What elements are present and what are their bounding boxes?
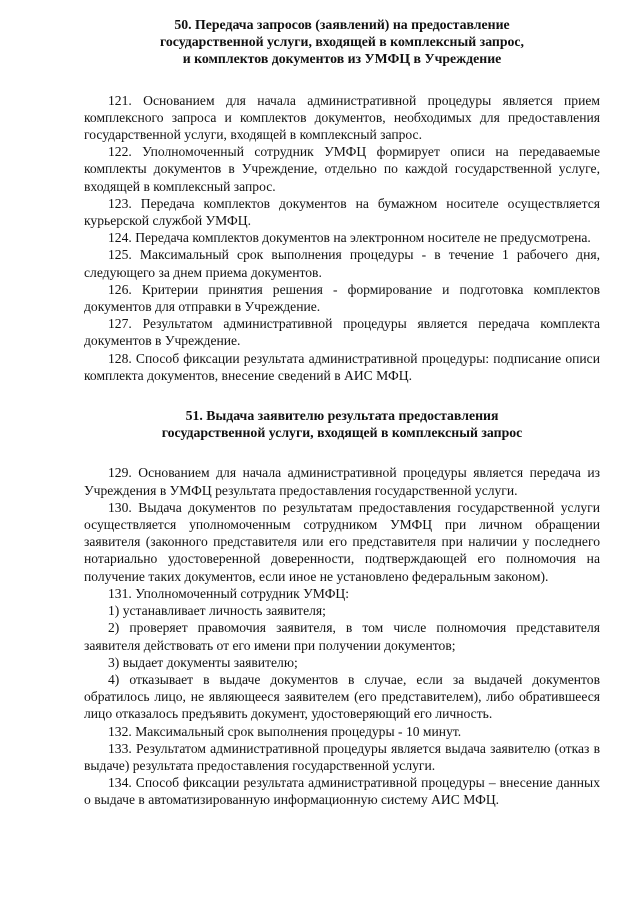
paragraph-131: 131. Уполномоченный сотрудник УМФЦ: (108, 585, 350, 601)
paragraph-128: 128. Способ фиксации результата административной процедуры: подписание описи комплекта документов, внесение сведений в АИС МФЦ. (84, 350, 600, 383)
heading-line: государственной услуги, входящей в комплексный запрос (161, 425, 523, 441)
heading-line: и комплектов документов из УМФЦ в Учреждение (182, 51, 502, 67)
paragraph-133: 133. Результатом административной процедуры является выдача заявителю (отказ в выдаче) результата предоставления государственной услуги. (84, 740, 600, 773)
heading-line: государственной услуги, входящей в комплексный запрос, (159, 34, 525, 50)
paragraph-125: 125. Максимальный срок выполнения процедуры - в течение 1 рабочего дня, следующего за днем приема документов. (84, 247, 600, 280)
paragraph-134: 134. Способ фиксации результата административной процедуры – внесение данных о выдаче в автоматизированную информационную систему АИС МФЦ. (84, 775, 600, 808)
paragraph-126: 126. Критерии принятия решения - формирование и подготовка комплектов документов для отправки в Учреждение. (84, 281, 600, 315)
paragraph-130: 130. Выдача документов по результатам предоставления государственной услуги осуществляется уполномоченным сотрудником УМФЦ при личном обращении заявителя (законного представителя или его представителя при наличии у последнего нотариально удостоверенной доверенности, подтверждающей его полномочия на получение таких документов, если иное не установлено федеральным законом). (84, 499, 600, 584)
section-51-body (84, 464, 600, 808)
list-item-3: 3) выдает документы заявителю; (108, 654, 298, 670)
paragraph-121: 121. Основанием для начала административной процедуры является прием комплексного запроса и комплектов документов, необходимых для предоставления государственной услуги, входящей в комплексный запрос. (84, 92, 600, 143)
heading-line: 51. Выдача заявителю результата предоставления (185, 408, 499, 424)
list-item-1: 1) устанавливает личность заявителя; (108, 603, 326, 619)
paragraph-122: 122. Уполномоченный сотрудник УМФЦ формирует описи на передаваемые комплекты документов в Учреждение, отдельно по каждой государственной услуге, входящей в комплексный запрос. (84, 144, 600, 194)
paragraph-124: 124. Передача комплектов документов на электронном носителе не предусмотрена. (108, 230, 591, 246)
heading-line: 50. Передача запросов (заявлений) на предоставление (174, 17, 510, 32)
section-50-body (84, 92, 600, 384)
list-item-2: 2) проверяет правомочия заявителя, в том числе полномочия представителя заявителя действовать от его имени при получении документов; (84, 620, 600, 653)
list-item-4: 4) отказывает в выдаче документов в случае, если за выдачей документов обратилось лицо, не являющееся заявителем (его представителем), либо обратившееся лицо отказалось предъявить документ, удостоверяющий его личность. (84, 671, 600, 722)
paragraph-123: 123. Передача комплектов документов на бумажном носителе осуществляется курьерской службой УМФЦ. (84, 195, 600, 229)
paragraph-132: 132. Максимальный срок выполнения процедуры - 10 минут. (108, 723, 462, 739)
paragraph-127: 127. Результатом административной процедуры является передача комплекта документов в Учреждение. (84, 316, 600, 349)
paragraph-129: 129. Основанием для начала административной процедуры является передача из Учреждения в УМФЦ результата предоставления государственной услуги. (84, 465, 600, 498)
section-51-heading (84, 407, 600, 441)
section-50-heading (84, 16, 600, 68)
